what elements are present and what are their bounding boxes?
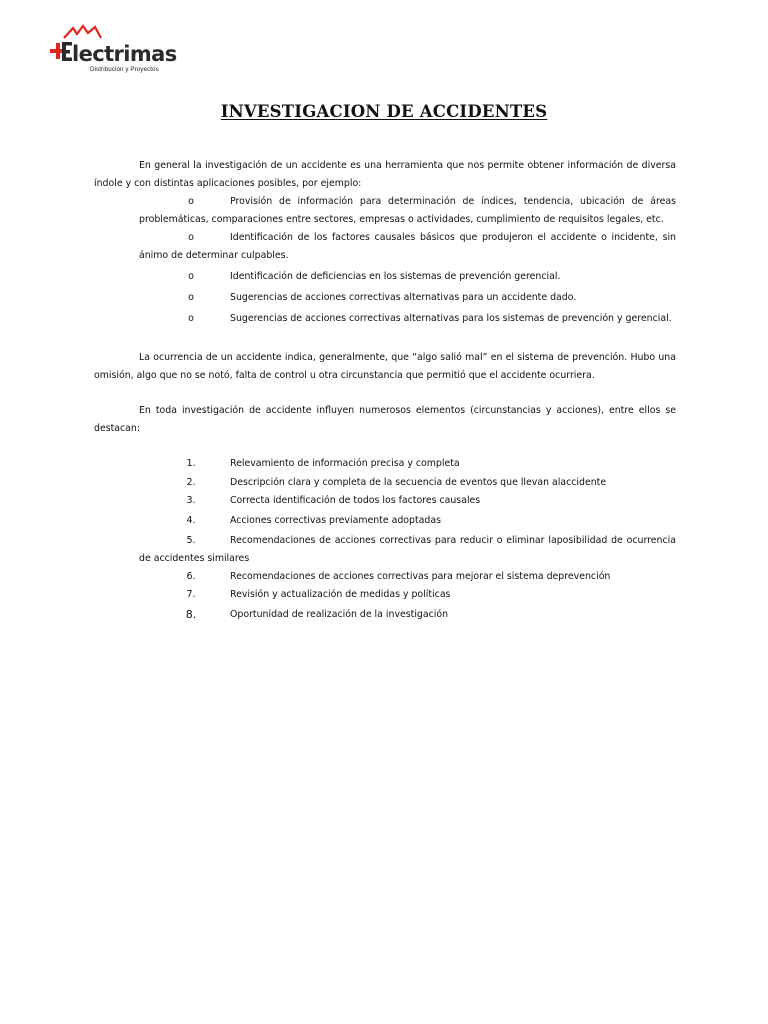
list-item (94, 586, 676, 604)
list-item (94, 455, 676, 473)
list-item-text: Recomendaciones de acciones correctivas para mejorar el sistema deprevención (230, 571, 611, 582)
list-item (94, 606, 676, 624)
intro-paragraph: En general la investigación de un accidente es una herramienta que nos permite obtener información de diversa índole y con distintas aplicaciones posibles, por ejemplo: (94, 160, 676, 189)
list-item-text: Oportunidad de realización de la investigación (230, 609, 449, 620)
bullet-text: Provisión de información para determinación de índices, tendencia, ubicación de áreas problemáticas, comparaciones entre sectores, empresas o actividades, cumplimiento de requisitos legales, etc. (139, 196, 676, 225)
logo-wordmark: lectrimas (72, 42, 177, 66)
list-item (94, 568, 676, 586)
bullet-marker: o (188, 271, 194, 282)
bullet-text: Sugerencias de acciones correctivas alternativas para un accidente dado. (230, 292, 577, 303)
bullet-marker: o (188, 196, 194, 207)
bullet-marker: o (188, 232, 194, 243)
list-number: 4. (186, 515, 196, 526)
list-item (94, 474, 676, 492)
list-item-text: Revisión y actualización de medidas y políticas (230, 589, 451, 600)
bullet-item (94, 289, 676, 307)
bullet-marker: o (188, 313, 194, 324)
bullet-text: Sugerencias de acciones correctivas alternativas para los sistemas de prevención y gerencial. (230, 313, 672, 324)
list-number: 8. (185, 608, 197, 621)
bullet-marker: o (188, 292, 194, 303)
paragraph-accident-occurrence: La ocurrencia de un accidente indica, generalmente, que “algo salió mal” en el sistema de prevención. Hubo una omisión, algo que no se notó, falta de control u otra circunstancia que permitió que el accidente ocurriera. (94, 352, 676, 381)
document-title: INVESTIGACION DE ACCIDENTES (220, 102, 548, 121)
numbered-list (94, 455, 676, 624)
list-item (94, 512, 676, 530)
bullet-list (94, 193, 676, 328)
bullet-item (94, 193, 676, 229)
list-item-text: Recomendaciones de acciones correctivas para reducir o eliminar laposibilidad de ocurrencia de accidentes similares (139, 535, 676, 564)
paragraph-elements: En toda investigación de accidente influyen numerosos elementos (circunstancias y acciones), entre ellos se destacan: (94, 405, 676, 434)
list-number: 3. (186, 495, 196, 506)
bullet-item (94, 310, 676, 328)
company-logo (46, 24, 186, 78)
list-item-text: Descripción clara y completa de la secuencia de eventos que llevan alaccidente (230, 477, 607, 488)
list-item-text: Correcta identificación de todos los factores causales (230, 495, 481, 506)
list-item (94, 492, 676, 510)
list-number: 6. (186, 571, 196, 582)
list-number: 7. (186, 589, 196, 600)
logo-subtitle: Distribución y Proyectos (90, 66, 159, 73)
list-item-text: Relevamiento de información precisa y completa (230, 458, 460, 469)
bullet-text: Identificación de los factores causales básicos que produjeron el accidente o incidente, sin ánimo de determinar culpables. (139, 232, 676, 261)
list-item-text: Acciones correctivas previamente adoptadas (230, 515, 441, 526)
bullet-text: Identificación de deficiencias en los sistemas de prevención gerencial. (230, 271, 561, 282)
bullet-item (94, 268, 676, 286)
list-number: 5. (186, 535, 196, 546)
list-item (94, 532, 676, 568)
document-body (94, 157, 676, 624)
list-number: 1. (186, 458, 196, 469)
electrimas-logo-icon (46, 24, 186, 68)
list-number: 2. (186, 477, 196, 488)
bullet-item (94, 229, 676, 265)
